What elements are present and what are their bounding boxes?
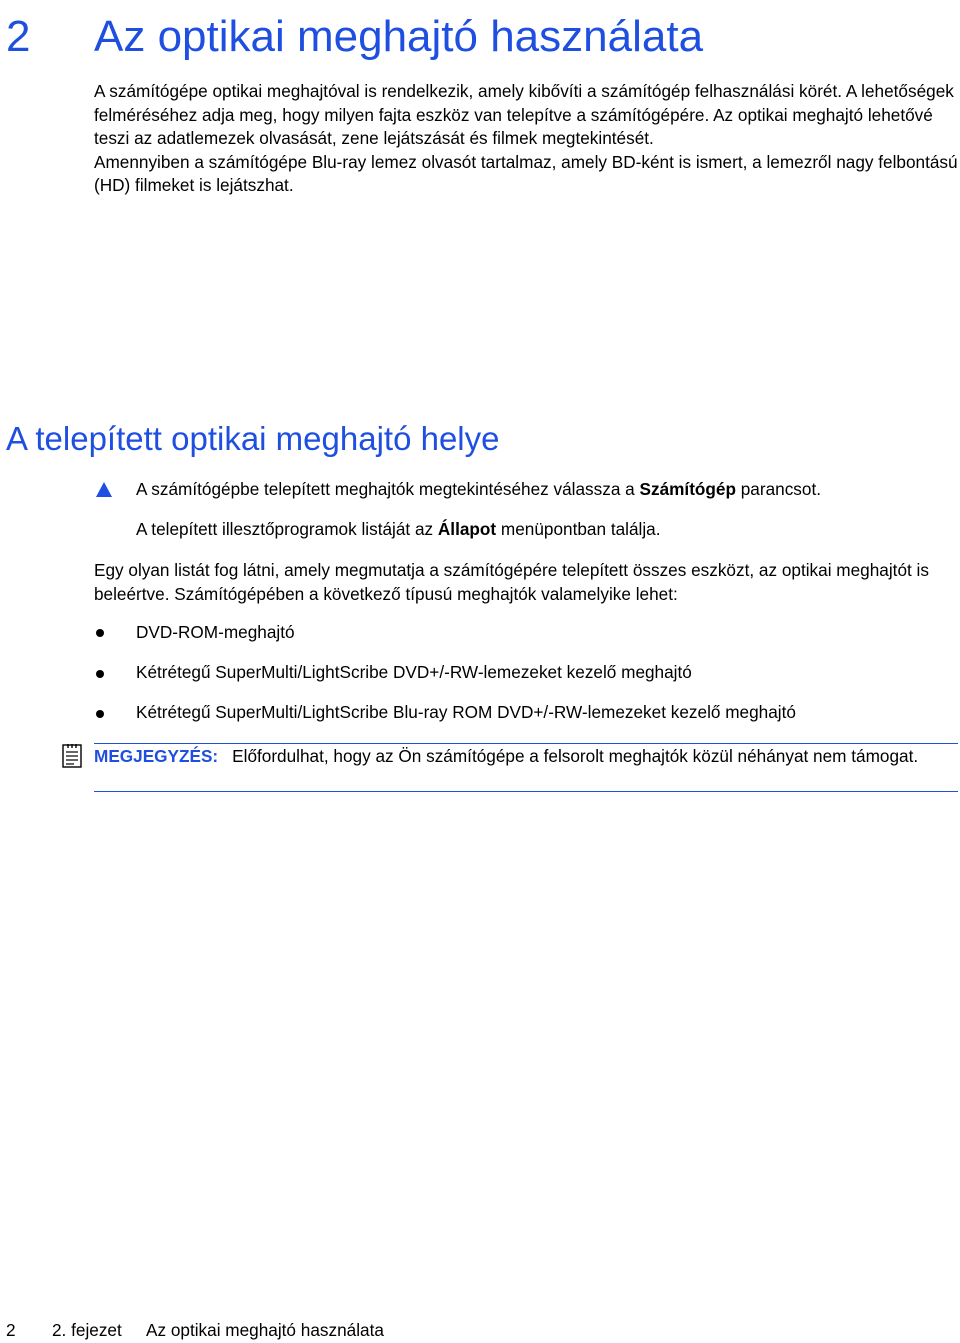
intro-text	[94, 80, 960, 198]
intro-paragraph-1: A számítógépe optikai meghajtóval is rendelkezik, amely kibővíti a számítógép felhasználási körét. A lehetőségek felméréséhez adja meg, hogy milyen fajta eszköz van telepítve a számítógépére. Az optikai meghajtó lehetővé teszi az adatlemezek olvasását, zene lejátszását és filmek megtekintését.	[94, 81, 954, 149]
step-text-before: A számítógépbe telepített meghajtók megtekintéséhez válassza a	[136, 479, 640, 499]
list-item: Kétrétegű SuperMulti/LightScribe Blu-ray ROM DVD+/-RW-lemezeket kezelő meghajtó	[136, 702, 796, 722]
bullet-dot	[96, 670, 104, 678]
step-note	[136, 519, 661, 540]
list-item: Kétrétegű SuperMulti/LightScribe DVD+/-RW-lemezeket kezelő meghajtó	[136, 662, 692, 682]
bullet-dot	[96, 710, 104, 718]
step-note-before: A telepített illesztőprogramok listáját az	[136, 519, 438, 539]
note-content	[94, 745, 958, 769]
note-icon	[62, 744, 82, 768]
step-note-bold: Állapot	[437, 519, 497, 539]
step-triangle-icon	[96, 482, 112, 497]
note-text: Előfordulhat, hogy az Ön számítógépe a felsorolt meghajtók közül néhányat nem támogat.	[232, 746, 919, 766]
chapter-number: 2	[6, 12, 31, 61]
step-note-after: menüpontban találja.	[496, 519, 661, 539]
intro-paragraph-2: Amennyiben a számítógépe Blu-ray lemez olvasót tartalmaz, amely BD-ként is ismert, a lemezről nagy felbontású (HD) filmeket is lejátszhat.	[94, 151, 958, 196]
page-number: 2	[6, 1320, 16, 1340]
list-item: DVD-ROM-meghajtó	[136, 622, 295, 642]
section-heading: A telepített optikai meghajtó helye	[6, 420, 500, 457]
note-label: MEGJEGYZÉS:	[94, 746, 219, 766]
footer-chapter-title: Az optikai meghajtó használata	[146, 1320, 384, 1340]
section-paragraph: Egy olyan listát fog látni, amely megmutatja a számítógépére telepített összes eszközt, az optikai meghajtót is beleértve. Számítógépében a következő típusú meghajtók valamelyike lehet:	[94, 560, 929, 604]
step-instruction	[136, 479, 821, 500]
step-text-bold: Számítógép	[639, 479, 736, 499]
note-box	[94, 743, 958, 792]
step-text-after: parancsot.	[735, 479, 821, 499]
chapter-title: Az optikai meghajtó használata	[94, 12, 704, 61]
footer-chapter-label: 2. fejezet	[52, 1320, 122, 1340]
bullet-dot	[96, 629, 104, 637]
